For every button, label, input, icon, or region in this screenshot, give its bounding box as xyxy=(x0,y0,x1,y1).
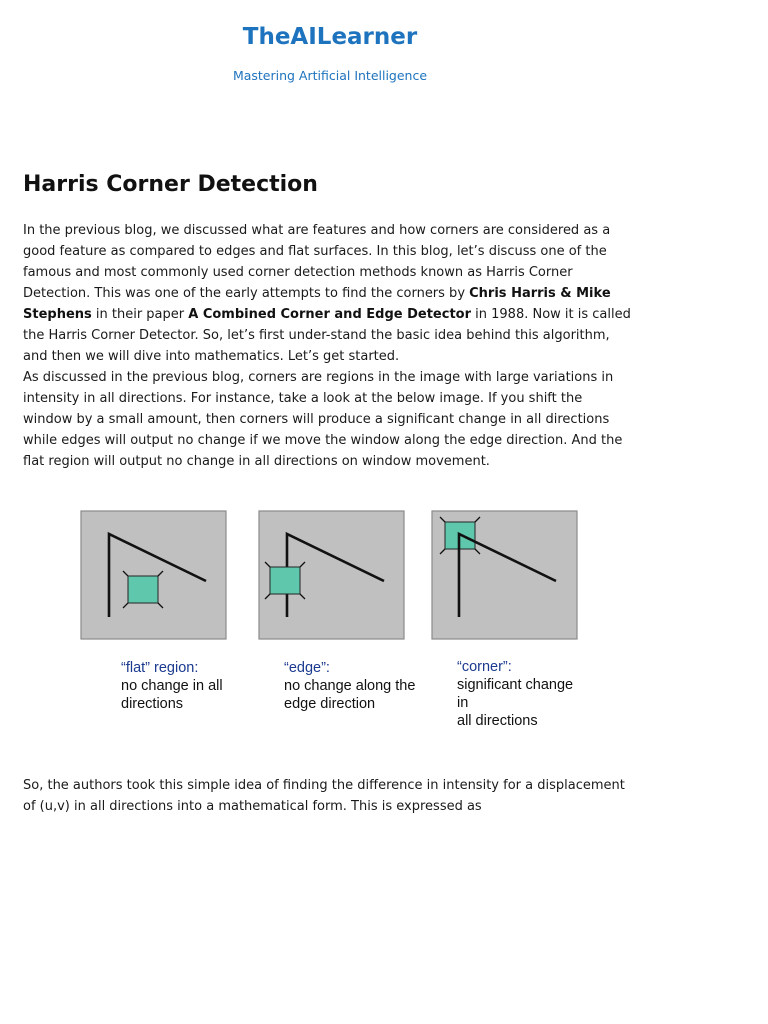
corner-caption-head: “corner”: xyxy=(457,659,512,675)
flat-caption-line1: no change in all xyxy=(121,678,223,694)
intro-paragraph xyxy=(23,220,635,367)
corner-caption xyxy=(457,658,585,730)
corner-caption-line1: significant change in xyxy=(457,677,574,711)
corners-paragraph: As discussed in the previous blog, corners are regions in the image with large variations in intensity in all directions. For instance, take a look at the below image. If you shift the window by a small amount, then corners will produce a significant change in all directions while edges will output no change if we move the window along the edge direction. And the flat region will output no change in all directions on window movement. xyxy=(23,370,623,469)
site-title-link[interactable]: TheAILearner xyxy=(242,24,418,50)
corner-caption-line2: all directions xyxy=(457,713,538,729)
site-tagline: Mastering Artificial Intelligence xyxy=(232,68,428,83)
harris-illustration-figure xyxy=(80,510,585,740)
flat-caption-head: “flat” region: xyxy=(121,660,199,676)
edge-caption-head: “edge”: xyxy=(284,660,330,676)
flat-caption-line2: directions xyxy=(121,696,184,712)
edge-panel xyxy=(259,511,404,639)
harris-illustration-svg xyxy=(80,510,585,650)
edge-caption xyxy=(284,659,415,713)
math-intro-paragraph: So, the authors took this simple idea of finding the difference in intensity for a displacement of (u,v) in all directions into a mathematical form. This is expressed as xyxy=(23,778,625,814)
flat-caption xyxy=(121,659,223,713)
intro-text-2: in their paper xyxy=(91,307,189,322)
post-title: Harris Corner Detection xyxy=(23,172,318,197)
corner-panel xyxy=(432,511,577,639)
flat-region-panel xyxy=(81,511,226,639)
edge-caption-line1: no change along the xyxy=(284,678,416,694)
intro-text-1: In the previous blog, we discussed what are features and how corners are considered as a good feature as compared to edges and flat surfaces. In this blog, let’s discuss one of the famous and most commonly used corner detection methods known as Harris Corner Detection. This was one of the early attempts to find the corners by xyxy=(23,223,611,301)
authors-bold: Chris Harris & Mike Stephens xyxy=(23,286,611,322)
edge-caption-line2: edge direction xyxy=(284,696,376,712)
article xyxy=(23,168,635,814)
paper-title-bold: A Combined Corner and Edge Detector xyxy=(188,307,472,322)
intro-text-3: in 1988. Now it is called the Harris Corner Detector. So, let’s first under-stand the basic idea behind this algorithm, and then we will dive into mathematics. Let’s get started. xyxy=(23,307,631,364)
